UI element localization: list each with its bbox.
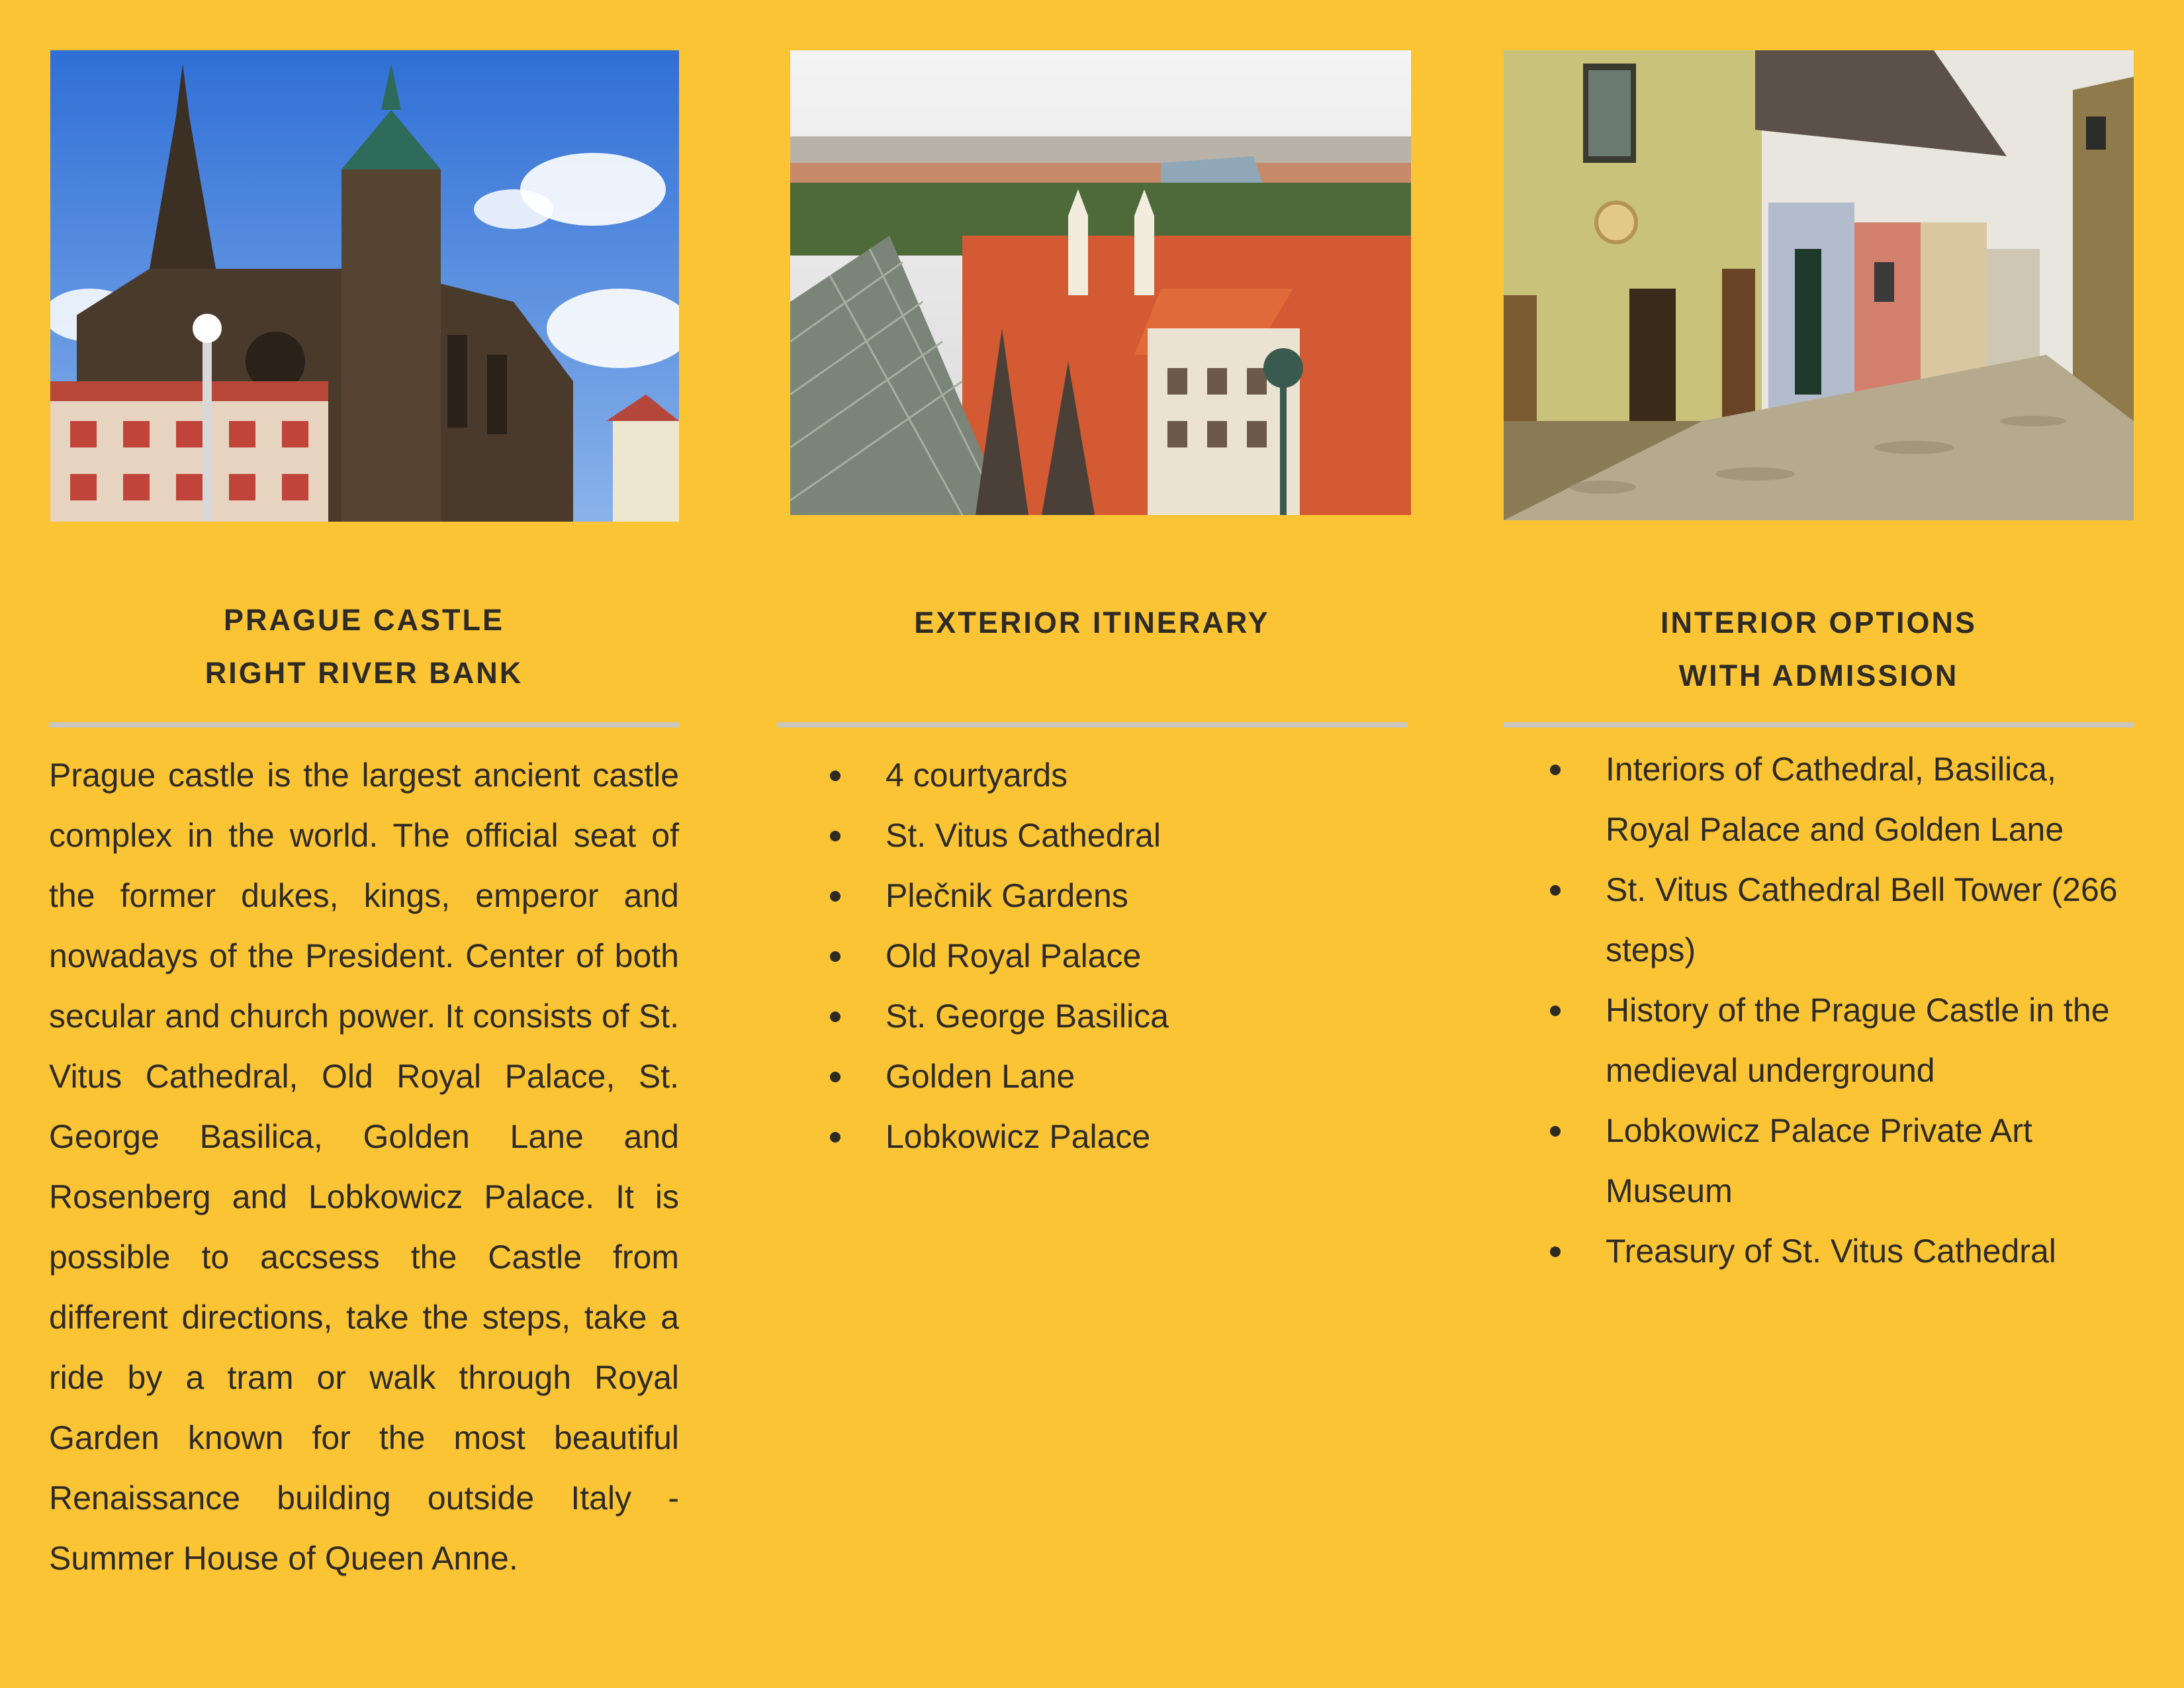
list-item <box>1504 860 2119 980</box>
heading-line: INTERIOR OPTIONS <box>1660 606 1978 639</box>
bullet-icon <box>830 771 841 781</box>
column-heading <box>777 596 1407 649</box>
list-item-text: St. George Basilica <box>886 998 1169 1035</box>
divider <box>1504 722 2134 727</box>
column-heading <box>1504 596 2134 702</box>
interior-list <box>1504 739 2119 1282</box>
bullet-icon <box>830 951 841 962</box>
list-item-text: 4 courtyards <box>886 757 1068 794</box>
list-item <box>777 866 1407 926</box>
list-item-text: Plečnik Gardens <box>886 877 1128 914</box>
list-item-text: St. Vitus Cathedral <box>886 817 1161 854</box>
bullet-icon <box>1550 1126 1561 1137</box>
cathedral-photo <box>50 50 679 522</box>
bullet-icon <box>830 1011 841 1022</box>
description-paragraph: Prague castle is the largest ancient castle complex in the world. The official seat of the former dukes, kings, emperor and nowadays of the President. Center of both secular and church power. It consists of St. Vitus Cathedral, Old Royal Palace, St. George Basilica, Golden Lane and Rosenberg and Lobkowicz Palace. It is possible to accsess the Castle from different directions, take the steps, take a ride by a tram or walk through Royal Garden known for the most beautiful Renaissance building outside Italy - Summer House of Queen Anne. <box>49 757 679 1577</box>
heading-line: PRAGUE CASTLE <box>223 603 505 637</box>
bullet-icon <box>830 1132 841 1143</box>
column-prague-castle <box>49 0 679 1688</box>
bullet-icon <box>830 831 841 841</box>
list-item-text: Lobkowicz Palace Private Art Museum <box>1606 1112 2032 1209</box>
list-item <box>777 986 1407 1047</box>
heading-line: WITH ADMISSION <box>1678 659 1959 692</box>
heading-line: EXTERIOR ITINERARY <box>914 606 1270 639</box>
list-item-text: Treasury of St. Vitus Cathedral <box>1606 1233 2056 1270</box>
bullet-icon <box>1550 765 1561 775</box>
list-item <box>777 926 1407 986</box>
divider <box>49 722 679 727</box>
list-item <box>1504 739 2119 860</box>
bullet-icon <box>830 1072 841 1082</box>
list-item <box>777 806 1407 866</box>
list-item-text: Golden Lane <box>886 1058 1075 1095</box>
golden-lane-photo <box>1504 50 2134 520</box>
heading-line: RIGHT RIVER BANK <box>205 656 523 690</box>
column-heading <box>49 594 679 700</box>
list-item-text: St. Vitus Cathedral Bell Tower (266 steps) <box>1606 871 2118 968</box>
list-item <box>777 1107 1407 1167</box>
aerial-rooftops-photo <box>790 50 1411 515</box>
divider <box>777 722 1407 727</box>
list-item <box>777 745 1407 806</box>
list-item <box>1504 1101 2119 1221</box>
list-item-text: Old Royal Palace <box>886 937 1142 974</box>
bullet-icon <box>1550 1246 1561 1257</box>
column-interior-options <box>1504 0 2134 1688</box>
list-item <box>1504 980 2119 1101</box>
list-item <box>1504 1221 2119 1282</box>
list-item-text: History of the Prague Castle in the medieval underground <box>1606 992 2110 1089</box>
column-exterior-itinerary <box>777 0 1407 1688</box>
list-item-text: Lobkowicz Palace <box>886 1118 1151 1155</box>
bullet-icon <box>1550 885 1561 896</box>
list-item <box>777 1047 1407 1107</box>
exterior-list <box>777 745 1407 1167</box>
bullet-icon <box>830 891 841 902</box>
list-item-text: Interiors of Cathedral, Basilica, Royal Palace and Golden Lane <box>1606 751 2064 848</box>
bullet-icon <box>1550 1006 1561 1016</box>
